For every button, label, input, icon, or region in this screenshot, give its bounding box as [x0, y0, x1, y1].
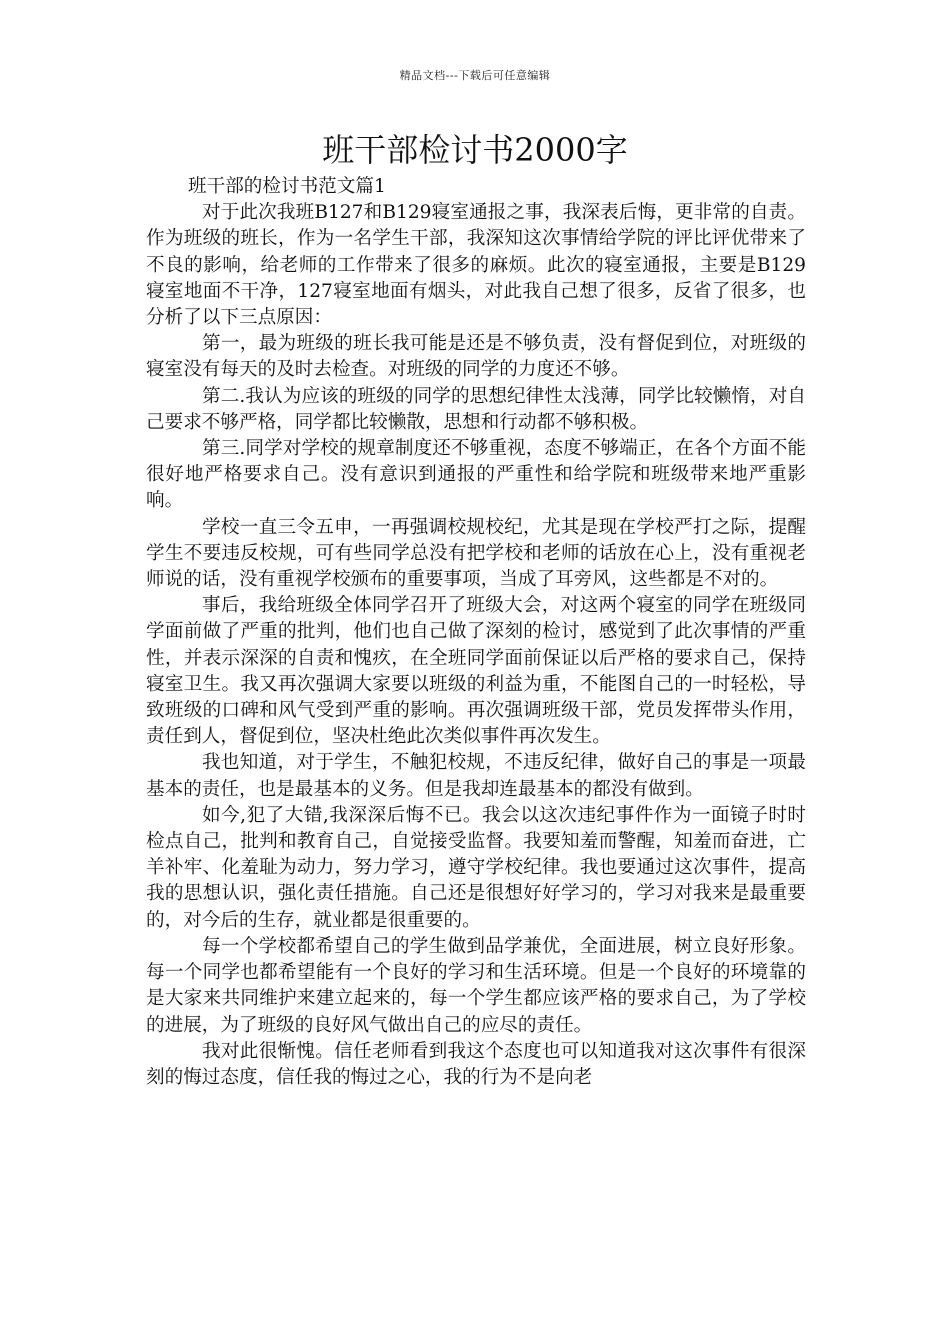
paragraph: 事后，我给班级全体同学召开了班级大会，对这两个寝室的同学在班级同学面前做了严重的批判，他们也自己做了深刻的检讨，感觉到了此次事情的严重性，并表示深深的自责和愧疚，在全班同学面前保证以后严格的要求自己，保持寝室卫生。我又再次强调大家要以班级的利益为重，不能图自己的一时轻松，导致班级的口碑和风气受到严重的影响。再次强调班级干部，党员发挥带头作用，责任到人，督促到位，坚决杜绝此次类似事件再次发生。 [146, 595, 806, 748]
paragraph: 学校一直三令五申，一再强调校规校纪，尤其是现在学校严打之际，提醒学生不要违反校规，可有些同学总没有把学校和老师的话放在心上，没有重视老师说的话，没有重视学校颁布的重要事项，当成了耳旁风，这些都是不对的。 [146, 516, 806, 591]
paragraph: 第三.同学对学校的规章制度还不够重视，态度不够端正，在各个方面不能很好地严格要求自己。没有意识到通报的严重性和给学院和班级带来地严重影响。 [146, 438, 806, 512]
paragraph: 我也知道，对于学生，不触犯校规，不违反纪律，做好自己的事是一项最基本的责任，也是最基本的义务。但是我却连最基本的都没有做到。 [146, 752, 806, 800]
paragraph: 对于此次我班B127和B129寝室通报之事，我深表后悔，更非常的自责。作为班级的班长，作为一名学生干部，我深知这次事情给学院的评比评优带来了不良的影响，给老师的工作带来了很多的麻烦。此次的寝室通报，主要是B129寝室地面不干净，127寝室地面有烟头，对此我自己想了很多，反省了很多，也分析了以下三点原因： [146, 202, 806, 329]
paragraph: 如今,犯了大错,我深深后悔不已。我会以这次违纪事件作为一面镜子时时检点自己，批判和教育自己，自觉接受监督。我要知羞而警醒，知羞而奋进，亡羊补牢、化羞耻为动力，努力学习，遵守学校纪律。我也要通过这次事件，提高我的思想认识，强化责任措施。自己还是很想好好学习的，学习对我来是最重要的，对今后的生存，就业都是很重要的。 [146, 804, 806, 931]
page-header: 精品文档---下载后可任意编辑 [399, 69, 551, 82]
paragraph: 第一，最为班级的班长我可能是还是不够负责，没有督促到位，对班级的寝室没有每天的及时去检查。对班级的同学的力度还不够。 [146, 333, 806, 381]
paragraph: 第二.我认为应该的班级的同学的思想纪律性太浅薄，同学比较懒惰，对自己要求不够严格，同学都比较懒散，思想和行动都不够积极。 [146, 385, 806, 433]
document-body [146, 174, 806, 1091]
document-title: 班干部检讨书2000字 [322, 131, 628, 169]
paragraph: 我对此很惭愧。信任老师看到我这个态度也可以知道我对这次事件有很深刻的悔过态度，信任我的悔过之心，我的行为不是向老 [146, 1040, 806, 1088]
section-title: 班干部的检讨书范文篇1 [188, 176, 386, 197]
paragraph: 每一个学校都希望自己的学生做到品学兼优，全面进展，树立良好形象。每一个同学也都希望能有一个良好的学习和生活环境。但是一个良好的环境靠的是大家来共同维护来建立起来的，每一个学生都应该严格的要求自己，为了学校的进展，为了班级的良好风气做出自己的应尽的责任。 [146, 935, 806, 1036]
